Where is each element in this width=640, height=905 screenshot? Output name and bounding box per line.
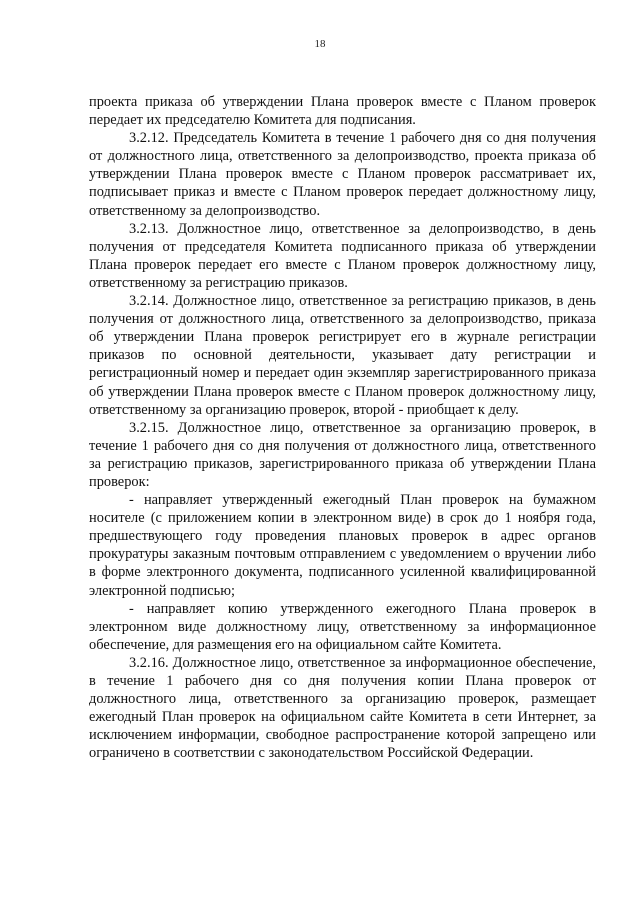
paragraph-continuation: проекта приказа об утверждении Плана проверок вместе с Планом проверок передает их председателю Комитета для подписания. (89, 94, 596, 129)
list-item-send-to-prosecutor: - направляет утвержденный ежегодный План проверок на бумажном носителе (с приложением копии в электронном виде) в срок до 1 ноября года, предшествующего году проведения плановых проверок в адрес органов прокуратуры заказным почтовым отправлением с уведомлением о вручении либо в форме электронного документа, подписанного усиленной квалифицированной электронной подписью; (89, 492, 596, 599)
paragraph-3-2-13: 3.2.13. Должностное лицо, ответственное за делопроизводство, в день получения от председателя Комитета подписанного приказа об утверждении Плана проверок передает его вместе с Планом проверок должностному лицу, ответственному за регистрацию приказов. (89, 220, 596, 291)
paragraph-3-2-15: 3.2.15. Должностное лицо, ответственное за организацию проверок, в течение 1 рабочего дня со дня получения от должностного лица, ответственного за регистрацию приказов, зарегистрированного приказа об утверждении Плана проверок: (89, 419, 596, 490)
paragraph-3-2-16: 3.2.16. Должностное лицо, ответственное за информационное обеспечение, в течение 1 рабочего дня со дня получения копии Плана проверок от должностного лица, ответственного за организацию проверок, размещает ежегодный План проверок на официальном сайте Комитета в сети Интернет, за исключением информации, свободное распространение которой запрещено или ограничено в соответствии с законодательством Российской Федерации. (89, 654, 596, 762)
paragraph-3-2-12: 3.2.12. Председатель Комитета в течение 1 рабочего дня со дня получения от должностного лица, ответственного за делопроизводство, проекта приказа об утверждении Плана проверок вместе с Планом проверок рассматривает их, подписывает приказ и вместе с Планом проверок передает должностному лицу, ответственному за делопроизводство. (89, 130, 596, 219)
page-number: 18 (314, 38, 326, 50)
document-body (89, 93, 596, 762)
list-item-send-for-website: - направляет копию утвержденного ежегодного Плана проверок в электронном виде должностному лицу, ответственному за информационное обеспечение, для размещения его на официальном сайте Комитета. (89, 600, 596, 653)
paragraph-3-2-14: 3.2.14. Должностное лицо, ответственное за регистрацию приказов, в день получения от должностного лица, ответственного за делопроизводство, приказа об утверждении Плана проверок регистрирует его в журнале регистрации приказов по основной деятельности, указывает дату регистрации и регистрационный номер и передает один экземпляр зарегистрированного приказа об утверждении Плана проверок вместе с Планом проверок должностному лицу, ответственному за организацию проверок, второй - приобщает к делу. (89, 293, 596, 418)
